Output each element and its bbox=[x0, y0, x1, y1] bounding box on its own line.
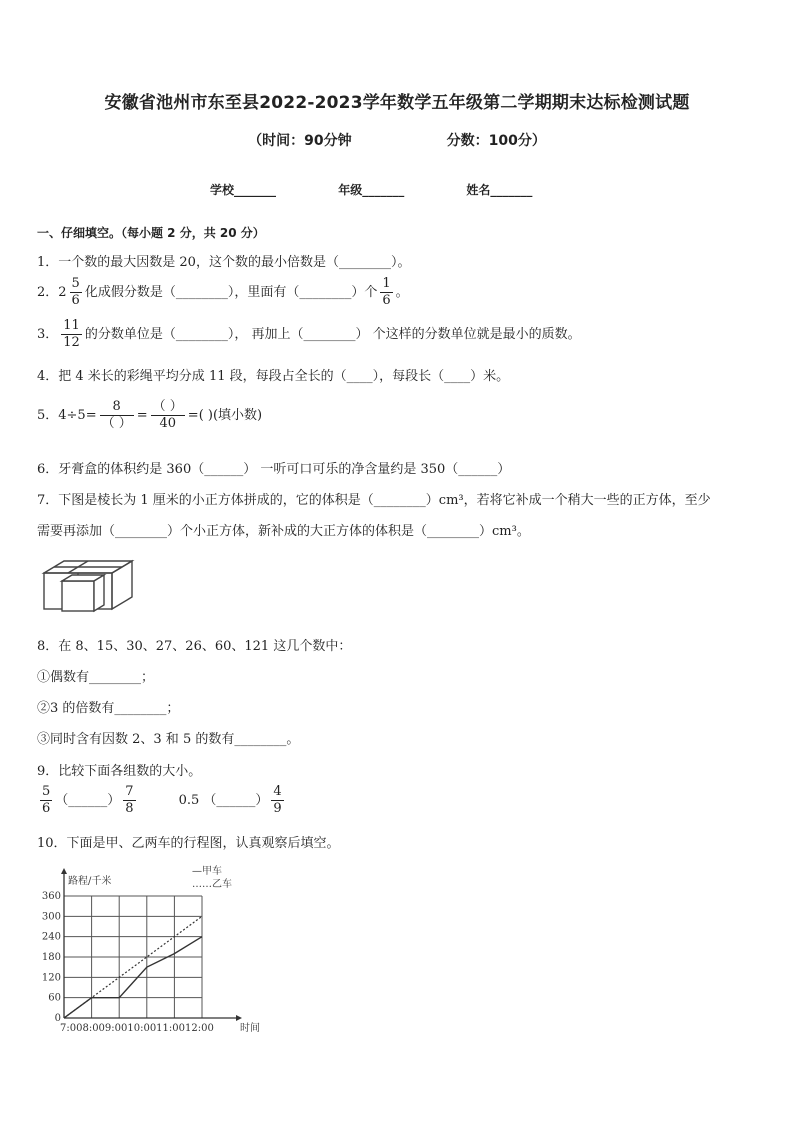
q2-end: 。 bbox=[395, 285, 409, 300]
q5-equals: = bbox=[136, 408, 148, 423]
student-info bbox=[210, 181, 590, 198]
q2-fraction-b bbox=[380, 276, 392, 309]
q2-fraction-b-denominator: 6 bbox=[382, 293, 391, 308]
q5-end: =( )(填小数) bbox=[187, 408, 263, 423]
question-4: 4．把 4 米长的彩绳平均分成 11 段，每段占全长的（____），每段长（____）米。 bbox=[37, 369, 510, 384]
legend-item-jia: —甲车 bbox=[192, 866, 222, 877]
q2-fraction-b-numerator: 1 bbox=[382, 276, 391, 291]
q5-fraction-a-denominator: （ ） bbox=[101, 416, 132, 431]
question-8-c: ③同时含有因数 2、3 和 5 的数有________。 bbox=[37, 732, 300, 747]
question-3 bbox=[37, 318, 581, 351]
x-tick-labels: 7:008:009:0010:0011:0012:00 bbox=[60, 1023, 214, 1034]
q3-text: 的分数单位是（________）， 再加上（________） 个这样的分数单位就是最小的质数。 bbox=[84, 327, 581, 342]
question-9: 9．比较下面各组数的大小。 bbox=[37, 764, 202, 779]
y-tick-label: 300 bbox=[41, 911, 61, 923]
q9-decimal: 0.5 bbox=[178, 793, 204, 808]
legend-item-yi: ……乙车 bbox=[192, 879, 232, 890]
q5-fraction-a bbox=[100, 399, 134, 432]
section-heading: 一、仔细填空。（每小题 2 分，共 20 分） bbox=[37, 226, 265, 240]
q9-fraction-a-denominator: 6 bbox=[42, 801, 51, 816]
q3-fraction-numerator: 11 bbox=[63, 318, 80, 333]
q9-blank-1[interactable]: （______） bbox=[55, 793, 121, 808]
q5-prefix: 5．4÷5= bbox=[37, 408, 97, 423]
q9-fraction-b-numerator: 7 bbox=[125, 784, 134, 799]
q9-fraction-b-denominator: 8 bbox=[125, 801, 134, 816]
question-10: 10．下面是甲、乙两车的行程图，认真观察后填空。 bbox=[37, 836, 340, 851]
page-title: 安徽省池州市东至县2022-2023学年数学五年级第二学期期末达标检测试题 bbox=[104, 93, 690, 113]
q9-fraction-d bbox=[271, 784, 283, 817]
q9-fraction-b bbox=[123, 784, 135, 817]
q3-fraction-denominator: 12 bbox=[63, 335, 80, 350]
question-6: 6．牙膏盒的体积约是 360（______） 一听可口可乐的净含量约是 350（______） bbox=[37, 462, 511, 477]
q2-fraction-a-denominator: 6 bbox=[71, 293, 80, 308]
question-8-b: ②3 的倍数有________； bbox=[37, 701, 180, 716]
series-line-yi bbox=[64, 916, 202, 1018]
x-axis-label: 时间 bbox=[240, 1023, 260, 1034]
question-9-compare bbox=[37, 784, 287, 817]
q2-middle-text: 化成假分数是（________），里面有（________）个 bbox=[84, 285, 378, 300]
y-tick-label: 120 bbox=[41, 972, 61, 984]
grade-field[interactable]: 年级_______ bbox=[338, 183, 405, 197]
school-field[interactable]: 学校_______ bbox=[210, 183, 277, 197]
cube-figure bbox=[40, 555, 140, 615]
y-tick-label: 0 bbox=[54, 1013, 61, 1024]
time-label: （时间：90分钟 bbox=[248, 133, 352, 149]
q2-prefix: 2．2 bbox=[37, 285, 67, 300]
y-tick-label: 180 bbox=[41, 952, 61, 963]
y-tick-label: 360 bbox=[41, 891, 61, 902]
y-axis-label: 路程/千米 bbox=[68, 876, 112, 887]
q3-fraction bbox=[61, 318, 82, 351]
q2-fraction-a bbox=[70, 276, 82, 309]
q9-fraction-a-numerator: 5 bbox=[42, 784, 51, 799]
q2-fraction-a-numerator: 5 bbox=[71, 276, 80, 291]
q9-fraction-d-denominator: 9 bbox=[273, 801, 282, 816]
y-axis-arrow bbox=[61, 868, 67, 874]
x-axis-arrow bbox=[236, 1015, 242, 1021]
exam-meta bbox=[0, 130, 794, 150]
question-1: 1．一个数的最大因数是 20，这个数的最小倍数是（________）。 bbox=[37, 255, 411, 270]
q9-fraction-a bbox=[40, 784, 52, 817]
travel-chart bbox=[30, 860, 280, 1040]
q9-fraction-d-numerator: 4 bbox=[273, 784, 282, 799]
question-7-line-2: 需要再添加（________）个小正方体，新补成的大正方体的体积是（________）cm³。 bbox=[37, 524, 530, 539]
y-tick-label: 240 bbox=[41, 931, 61, 943]
question-5 bbox=[37, 399, 262, 432]
q5-fraction-b-numerator: （ ） bbox=[152, 399, 183, 414]
q5-fraction-b bbox=[151, 399, 185, 432]
name-field[interactable]: 姓名_______ bbox=[466, 183, 533, 197]
y-tick-label: 60 bbox=[48, 992, 61, 1004]
q5-fraction-a-numerator: 8 bbox=[100, 399, 134, 416]
question-8-a: ①偶数有________； bbox=[37, 670, 155, 685]
question-2 bbox=[37, 276, 409, 309]
question-8: 8．在 8、15、30、27、26、60、121 这几个数中： bbox=[37, 639, 352, 654]
q3-prefix: 3． bbox=[37, 327, 59, 342]
q9-blank-2[interactable]: （______） bbox=[203, 793, 269, 808]
score-label: 分数：100分） bbox=[446, 133, 546, 149]
question-7-line-1: 7．下图是棱长为 1 厘米的小正方体拼成的，它的体积是（________）cm³，若将它补成一个稍大一些的正方体，至少 bbox=[37, 493, 711, 508]
q5-fraction-b-denominator: 40 bbox=[159, 416, 176, 431]
